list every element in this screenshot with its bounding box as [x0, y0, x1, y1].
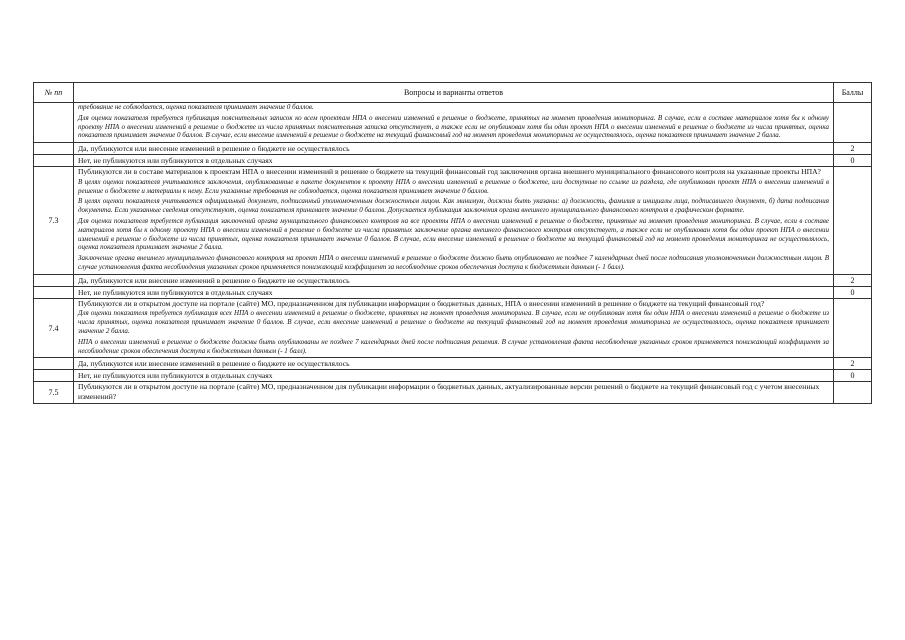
option-row [34, 286, 872, 298]
item-row-7-5 [34, 382, 872, 403]
option-score: 0 [834, 155, 872, 167]
item-number: 7.4 [34, 298, 74, 358]
option-text: Да, публикуются или внесение изменений в решение о бюджете не осуществлялось [74, 274, 834, 286]
note-text: НПА о внесении изменений в решение о бюджете должны быть опубликованы не позднее 7 календарных дней после подписания решения. В случае установления факта несоблюдения указанных сроков применяется понижающий коэффициент за несоблюдение сроков обеспечения доступа к бюджетным данным (- 1 балл). [78, 337, 829, 355]
option-text: Нет, не публикуются или публикуются в отдельных случаях [74, 370, 834, 382]
header-row [34, 83, 872, 103]
option-score: 2 [834, 143, 872, 155]
item-content [74, 167, 834, 275]
option-row [34, 370, 872, 382]
question-text: Публикуются ли в открытом доступе на портале (сайте) МО, предназначенном для публикации информации о бюджетных данных, актуализированные версии решений о бюджете на текущий финансовый год с учетом внесенных изменений? [78, 382, 820, 401]
col-score-header: Баллы [834, 83, 872, 103]
cont-notes-cell [74, 103, 834, 143]
option-text: Да, публикуются или внесение изменений в решение о бюджете не осуществлялось [74, 143, 834, 155]
note-text: Для оценки показателя требуется публикация пояснительных записок ко всем проектам НПА о внесении изменений в решение о бюджете, принятых на момент проведения мониторинга. В случае, если в составе материалов хотя бы к одному проекту НПА о внесении изменений в решение о бюджете из числа принятых пояснительная записка отсутствует, а также если не опубликован хотя бы один проект НПА о внесении изменений в решение о бюджете из числа принятых, оценка показателя принимает значение 0 баллов. В случае, если внесение изменений в решение о бюджете на текущий финансовый год на момент проведения мониторинга не осуществлялось, оценка показателя принимает значение 2 балла. [78, 113, 829, 140]
item-row-7-3 [34, 167, 872, 275]
note-text: Для оценки показателя требуется публикация заключений органа муниципального финансового контроля на все проекты НПА о внесении изменений в решение о бюджете, принятые на момент проведения мониторинга. В случае, если в составе материалов хотя бы к одному проекту НПА о внесении изменений в решение о бюджете из числа принятых заключение органа внешнего финансового контроля отсутствует, а также если не опубликован хотя бы один проект НПА о внесении изменений в решение о бюджете из числа принятых, оценка показателя принимает значение 0 баллов. В случае, если внесение изменений в решение о бюджете на текущий финансовый год на момент проведения мониторинга не осуществлялось, оценка показателя принимает значение 2 балла. [78, 216, 829, 252]
option-score: 0 [834, 286, 872, 298]
criteria-table [33, 82, 872, 404]
option-score: 2 [834, 274, 872, 286]
note-text: В целях оценки показателя учитываются заключения, опубликованные в пакете документов к проекту НПА о внесении изменений в решение о бюджете, или доступные по ссылке из раздела, где опубликован проект НПА о внесении изменений в решение о бюджете и материалы к нему. Если указанные требования не соблюдается, оценка показателя принимает значение 0 баллов. [78, 177, 829, 195]
item-row-7-4 [34, 298, 872, 358]
col-questions-header: Вопросы и варианты ответов [74, 83, 834, 103]
item-number: 7.3 [34, 167, 74, 275]
cont-notes-row [34, 103, 872, 143]
cont-score-cell [834, 103, 872, 143]
note-text: В целях оценки показателя учитывается официальный документ, подписанный уполномоченным должностным лицом. Как минимум, должны быть указаны: а) должность, фамилия и инициалы лица, подписавшего документ, б) дата подписания документа. Если указанные сведения отсутствуют, оценка показателя принимает значение 0 баллов. Допускается публикация заключения органа внешнего муниципального финансового контроля в графическом формате. [78, 197, 829, 215]
option-text: Нет, не публикуются или публикуются в отдельных случаях [74, 155, 834, 167]
option-row [34, 143, 872, 155]
option-row [34, 358, 872, 370]
option-row [34, 155, 872, 167]
item-content [74, 298, 834, 358]
note-text: Заключение органа внешнего муниципального финансового контроля на проект НПА о внесении изменений в решение о бюджете должно быть опубликовано не позднее 7 календарных дней после подписания уполномоченным должностным лицом. В случае установления факта несоблюдения указанных сроков применяется понижающий коэффициент за несоблюдение сроков обеспечения доступа к бюджетным данным (- 1 балл). [78, 254, 829, 271]
option-score: 2 [834, 358, 872, 370]
note-text: Для оценки показателя требуется публикация всех НПА о внесении изменений в решение о бюджете, принятых на момент проведения мониторинга. В случае, если не опубликован хотя бы один НПА о внесении изменений в решение о бюджете из числа принятых, оценка показателя принимает значение 0 баллов. В случае, если внесение изменений в решение о бюджете на текущий финансовый год на момент проведения мониторинга не осуществлялось, оценка показателя принимает значение 2 балла. [78, 309, 829, 335]
option-text: Да, публикуются или внесение изменений в решение о бюджете не осуществлялось [74, 358, 834, 370]
col-num-header: № пп [34, 83, 74, 103]
cont-num-cell [34, 103, 74, 143]
question-text: Публикуются ли в составе материалов к проектам НПА о внесении изменений в решение о бюджете на текущий финансовый год заключения органа внешнего муниципального финансового контроля на указанные проекты НПА? [78, 167, 821, 177]
item-content [74, 382, 834, 403]
question-text: Публикуются ли в открытом доступе на портале (сайте) МО, предназначенном для публикации информации о бюджетных данных, НПА о внесении изменений в решение о бюджете на текущий финансовый год? [78, 298, 765, 308]
option-text: Нет, не публикуются или публикуются в отдельных случаях [74, 286, 834, 298]
option-row [34, 274, 872, 286]
note-text: требование не соблюдается, оценка показателя принимает значение 0 баллов. [78, 103, 314, 111]
option-score: 0 [834, 370, 872, 382]
item-number: 7.5 [34, 382, 74, 403]
